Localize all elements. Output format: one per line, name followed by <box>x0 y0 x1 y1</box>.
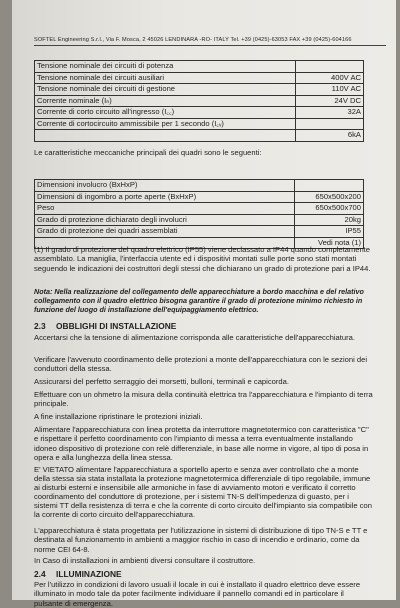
paragraph: Per l'utilizzo in condizioni di lavoro usuali il locale in cui è installato il quadro elettrico deve essere illuminato in modo tale da poter facilmente individuare il pannello comandi ed in particolare il pulsante di emergenza. <box>34 580 361 608</box>
cell-value: 20kg <box>295 214 364 226</box>
section-title: ILLUMINAZIONE <box>56 569 122 579</box>
table-row <box>35 118 364 130</box>
cell-label: Corrente di corto circuito all'ingresso (I꜀꜀) <box>35 107 296 119</box>
paragraph: E' VIETATO alimentare l'apparecchiatura a sportello aperto e senza aver controllato che a monte della stessa sia stata installata la protezione magnetotermica differenziale di tipo regolabile, immune ai disturbi esterni e insensibile alle armoniche in fase di avviamento motori e verificato il corretto coordinamento del conduttore di protezione, per i sistemi TN-S dell'impedenza di guasto, per i sistemi TT della resistenza di terra e che la corrente di corto circuito dell'impianto sia compatibile con la corrente di corto circuito dell'apparecchiatura. <box>34 465 372 519</box>
cell-label: Grado di protezione dichiarato degli involucri <box>35 214 295 226</box>
table-row <box>35 72 364 84</box>
mechanical-specs-table <box>34 179 364 249</box>
cell-value <box>296 61 364 73</box>
table-row <box>35 226 364 238</box>
section-heading-2-3 <box>34 322 374 331</box>
table-row <box>35 107 364 119</box>
cell-value: Vedi nota (1) <box>295 237 364 249</box>
paragraph: A fine installazione ripristinare le protezioni iniziali. <box>34 412 203 421</box>
cell-label: Tensione nominale dei circuiti di potenza <box>35 61 296 73</box>
paragraph: Effettuare con un ohmetro la misura della continuità elettrica tra l'apparecchiatura e l'impianto di terra principale. <box>34 390 373 409</box>
paragraph: Assicurarsi del perfetto serraggio dei morsetti, bulloni, terminali e capicorda. <box>34 377 289 386</box>
cell-label: Tensione nominale dei circuiti ausiliari <box>35 72 296 84</box>
table-row <box>35 191 364 203</box>
table-row <box>35 84 364 96</box>
paragraph: Alimentare l'apparecchiatura con linea protetta da interruttore magnetotermico con caratteristica "C" e rispettare il perfetto coordinamento con l'impianto di messa a terra eventualmente installando idoneo dispositivo di protezione con relè differenziale, in base alle norme in vigore, al tipo di posa in opera e alla lunghezza della linea stessa. <box>34 425 369 462</box>
table-row <box>35 130 364 142</box>
cell-label: Corrente nominale (Iₙ) <box>35 95 296 107</box>
page-header <box>34 37 386 43</box>
paragraph: In Caso di installazioni in ambienti diversi consultare il costruttore. <box>34 556 256 565</box>
cell-value: IP55 <box>295 226 364 238</box>
cell-value: 400V AC <box>296 72 364 84</box>
installation-note: Nota: Nella realizzazione del collegamento delle apparecchiature a bordo macchina e del relativo collegamento con il quadro elettrico bisogna garantire il grado di protezione minimo richiesto in funzione del luogo di installazione dell'equipaggiamento elettrico. <box>34 287 364 314</box>
cell-value <box>295 180 364 192</box>
cell-label: Corrente di cortocircuito ammissibile per 1 secondo (I꜀ᵥ) <box>35 118 296 130</box>
cell-label: Grado di protezione dei quadri assemblati <box>35 226 295 238</box>
table-row <box>35 203 364 215</box>
cell-label: Tensione nominale dei circuiti di gestione <box>35 84 296 96</box>
section-number: 2.3 <box>34 321 46 331</box>
section-number: 2.4 <box>34 569 46 579</box>
cell-value: 650x500x200 <box>295 191 364 203</box>
header-text: SOFTEL Engineering S.r.l., Via F. Mosca, 2 45026 LENDINARA -RO- ITALY Tel. +39 (0425)-63053 FAX +39 (0425)-604166 <box>34 37 352 43</box>
cell-label: Dimensioni involucro (BxHxP) <box>35 180 295 192</box>
table-row <box>35 61 364 73</box>
paragraph: Verificare l'avvenuto coordinamento delle protezioni a monte dell'apparecchiatura con le sezioni dei conduttori della stessa. <box>34 355 368 374</box>
table-row <box>35 180 364 192</box>
section-heading-2-4 <box>34 570 374 579</box>
cell-value: 650x500x700 <box>295 203 364 215</box>
table-row <box>35 95 364 107</box>
cell-label: Dimensioni di ingombro a porte aperte (BxHxP) <box>35 191 295 203</box>
cell-value: 24V DC <box>296 95 364 107</box>
cell-value: 32A <box>296 107 364 119</box>
paragraph: Accertarsi che la tensione di alimentazione corrisponda alle caratteristiche dell'apparecchiatura. <box>34 333 355 342</box>
cell-value: 6kA <box>296 130 364 142</box>
cell-label: Peso <box>35 203 295 215</box>
cell-value <box>296 118 364 130</box>
mechanical-intro: Le caratteristiche meccaniche principali dei quadri sono le seguenti: <box>34 148 262 157</box>
protection-note: (1) Il grado di protezione del quadro elettrico (IP55) viene declassato a IP44 quando completamente assemblato. La maniglia, l'interfaccia utente ed i dispositivi montati sulle porte sono stati montati seguendo le indicazioni dei costruttori degli stessi che dichiarano un grado di protezione pari a IP44. <box>34 245 371 273</box>
table-row <box>35 214 364 226</box>
cell-value: 110V AC <box>296 84 364 96</box>
paragraph: L'apparecchiatura è stata progettata per l'utilizzazione in sistemi di distribuzione di tipo TN-S e TT e destinata al funzionamento in ambienti a maggior rischio in caso di incendio e ordinario, come da norme CEI 64-8. <box>34 526 368 554</box>
electrical-specs-table <box>34 60 364 142</box>
section-title: OBBLIGHI DI INSTALLAZIONE <box>56 321 177 331</box>
cell-label <box>35 130 296 142</box>
header-rule <box>34 45 386 46</box>
document-page <box>12 0 396 608</box>
